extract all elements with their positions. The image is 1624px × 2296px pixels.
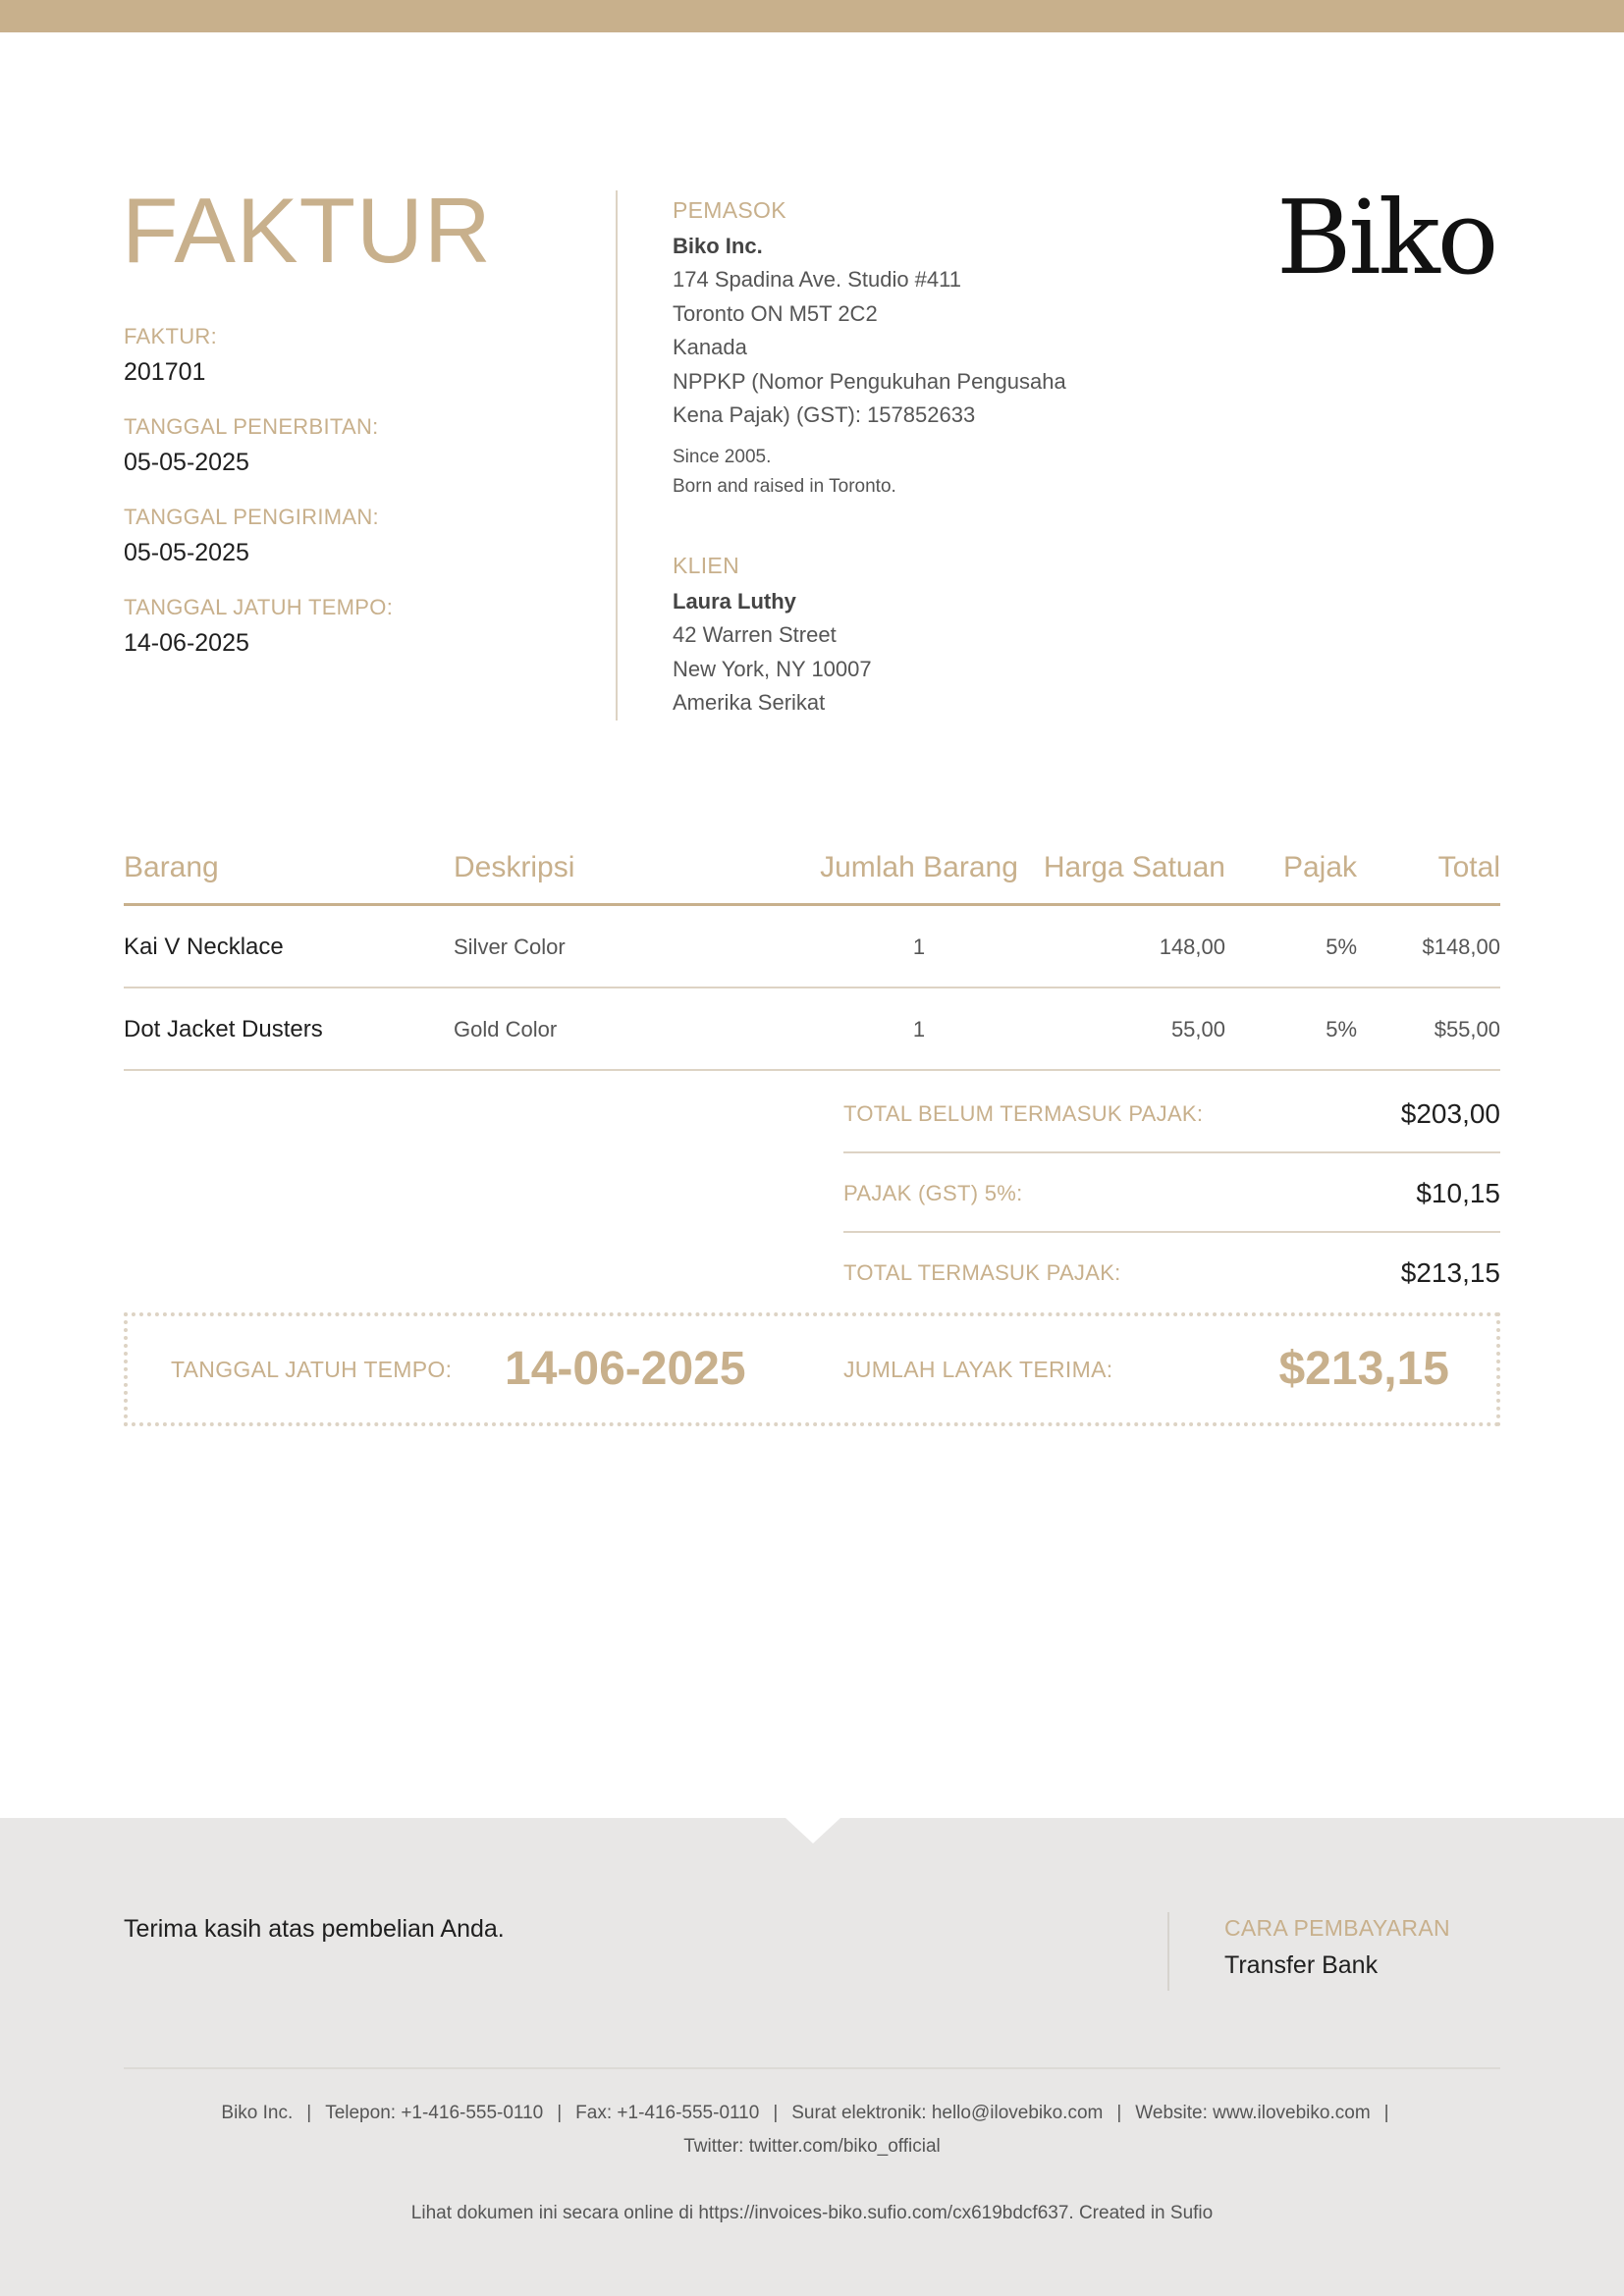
supplier-address-line: 174 Spadina Ave. Studio #411 — [673, 267, 961, 292]
website-link[interactable]: Website: www.ilovebiko.com — [1135, 2103, 1371, 2123]
invoice-number-value: 201701 — [124, 358, 206, 386]
twitter-link[interactable]: Twitter: twitter.com/biko_official — [683, 2136, 941, 2157]
invoice-number-label: FAKTUR: — [124, 324, 217, 348]
delivery-date-value: 05-05-2025 — [124, 539, 249, 566]
thank-you-message: Terima kasih atas pembelian Anda. — [124, 1915, 505, 1943]
invoice-meta — [124, 320, 556, 681]
supplier-tagline: Since 2005. — [673, 446, 772, 467]
subtotal-row — [843, 1074, 1500, 1153]
due-date-label: TANGGAL JATUH TEMPO: — [124, 595, 394, 619]
header-divider — [616, 190, 618, 721]
supplier-address-line: Toronto ON M5T 2C2 — [673, 300, 878, 326]
supplier-tax-id-line: Kena Pajak) (GST): 157852633 — [673, 402, 976, 427]
grand-total-label: TOTAL TERMASUK PAJAK: — [843, 1260, 1121, 1285]
column-header-description: Deskripsi — [454, 851, 575, 883]
column-header-item: Barang — [124, 851, 219, 883]
item-total: $55,00 — [1434, 1017, 1500, 1041]
footer-rule — [124, 2067, 1500, 2069]
item-quantity: 1 — [912, 934, 926, 959]
subtotal-value: $203,00 — [1400, 1098, 1500, 1129]
due-box-date-value: 14-06-2025 — [505, 1343, 746, 1395]
amount-due-box — [124, 1312, 1500, 1426]
totals-summary — [843, 1074, 1500, 1312]
client-label: KLIEN — [673, 553, 739, 578]
items-table-header — [124, 839, 1500, 906]
client-address-line: 42 Warren Street — [673, 622, 837, 647]
fax-number: Fax: +1-416-555-0110 — [575, 2103, 760, 2123]
client-block — [673, 546, 1222, 721]
tax-label: PAJAK (GST) 5%: — [843, 1181, 1023, 1205]
issue-date-value: 05-05-2025 — [124, 449, 249, 476]
item-name: Dot Jacket Dusters — [124, 1016, 323, 1042]
supplier-address-line: Kanada — [673, 335, 747, 359]
item-name: Kai V Necklace — [124, 934, 284, 960]
client-name: Laura Luthy — [673, 589, 796, 614]
due-box-date-label: TANGGAL JATUH TEMPO: — [171, 1357, 453, 1382]
supplier-name: Biko Inc. — [673, 234, 763, 258]
column-header-quantity: Jumlah Barang — [820, 851, 1018, 883]
footer — [0, 1818, 1624, 2296]
contact-separator: | — [306, 2103, 312, 2123]
amount-due-label: JUMLAH LAYAK TERIMA: — [843, 1357, 1113, 1382]
contact-separator: | — [1383, 2103, 1389, 2123]
email-link[interactable]: Surat elektronik: hello@ilovebiko.com — [791, 2103, 1104, 2123]
top-accent-bar — [0, 0, 1624, 32]
phone-number: Telepon: +1-416-555-0110 — [325, 2103, 544, 2123]
payment-method-label: CARA PEMBAYARAN — [1224, 1915, 1450, 1941]
tax-value: $10,15 — [1416, 1178, 1500, 1208]
issue-date-label: TANGGAL PENERBITAN: — [124, 414, 379, 439]
item-tax: 5% — [1326, 934, 1357, 959]
supplier-block — [673, 190, 1222, 502]
item-total: $148,00 — [1422, 934, 1500, 959]
item-quantity: 1 — [912, 1017, 926, 1041]
document-title: FAKTUR — [122, 179, 492, 282]
column-header-total: Total — [1437, 851, 1500, 883]
online-view-note[interactable]: Lihat dokumen ini secara online di https://invoices-biko.sufio.com/cx619bdcf637. Created in Sufio — [410, 2203, 1214, 2223]
client-address-line: New York, NY 10007 — [673, 656, 872, 681]
item-unit-price: 55,00 — [1170, 1017, 1225, 1041]
due-date-value: 14-06-2025 — [124, 629, 249, 657]
tax-row — [843, 1153, 1500, 1233]
grand-total-value: $213,15 — [1400, 1257, 1500, 1288]
column-header-unit-price: Harga Satuan — [1043, 851, 1225, 883]
column-header-tax: Pajak — [1282, 851, 1357, 883]
items-table — [124, 839, 1500, 1071]
table-row — [124, 906, 1500, 988]
client-address-line: Amerika Serikat — [673, 690, 826, 715]
contact-separator: | — [773, 2103, 779, 2123]
brand-logo: Biko — [1276, 178, 1496, 297]
supplier-tax-id-line: NPPKP (Nomor Pengukuhan Pengusaha — [673, 368, 1066, 394]
table-row — [124, 988, 1500, 1071]
footer-notch — [785, 1818, 840, 1843]
subtotal-label: TOTAL BELUM TERMASUK PAJAK: — [843, 1101, 1204, 1126]
company-name: Biko Inc. — [221, 2103, 294, 2123]
footer-divider — [1167, 1912, 1169, 1991]
contact-separator: | — [557, 2103, 563, 2123]
payment-method-value: Transfer Bank — [1224, 1951, 1379, 1979]
amount-due-value: $213,15 — [1278, 1343, 1449, 1395]
item-description: Silver Color — [454, 934, 566, 959]
item-unit-price: 148,00 — [1159, 934, 1225, 959]
item-tax: 5% — [1326, 1017, 1357, 1041]
item-description: Gold Color — [454, 1017, 558, 1041]
payment-method — [1224, 1910, 1450, 1985]
contact-separator: | — [1116, 2103, 1122, 2123]
contact-info — [0, 2097, 1624, 2163]
delivery-date-label: TANGGAL PENGIRIMAN: — [124, 505, 379, 529]
supplier-tagline: Born and raised in Toronto. — [673, 475, 896, 497]
supplier-label: PEMASOK — [673, 197, 786, 223]
grand-total-row — [843, 1233, 1500, 1312]
